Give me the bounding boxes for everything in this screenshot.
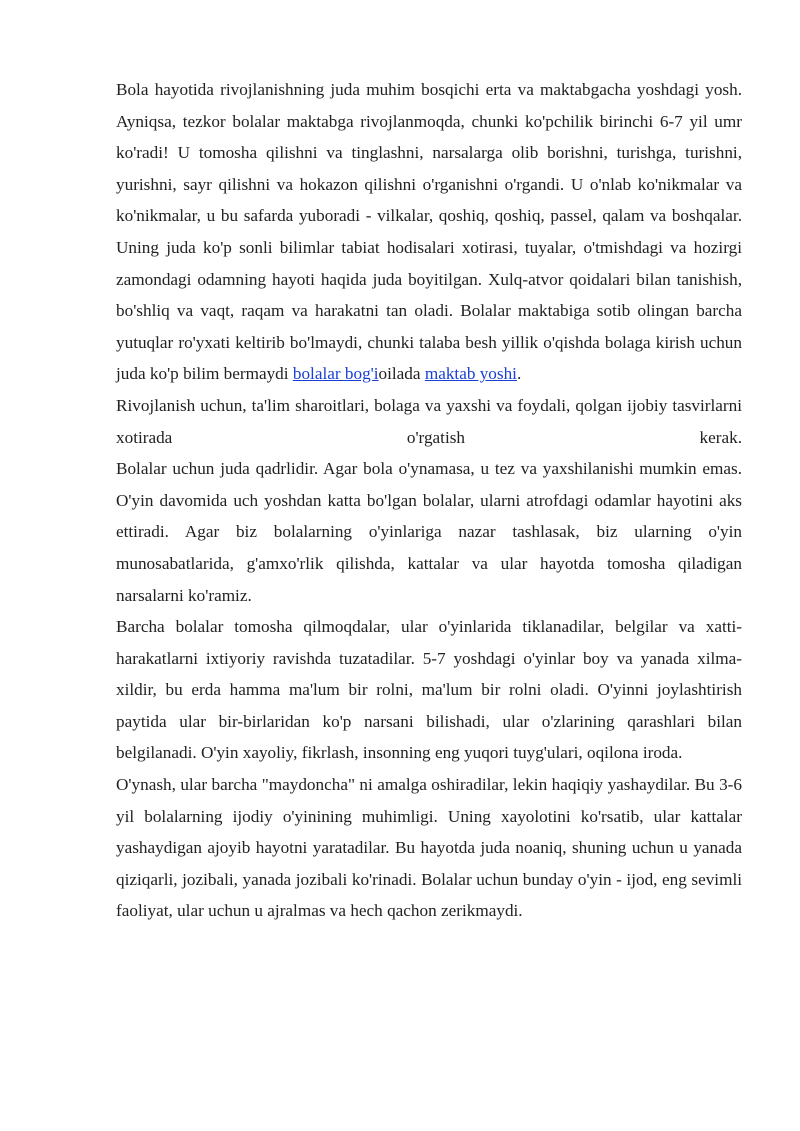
- paragraph-1: [116, 74, 742, 390]
- paragraph-4: Barcha bolalar tomosha qilmoqdalar, ular o'yinlarida tiklanadilar, belgilar va xatti-harakatlarni ixtiyoriy ravishda tuzatadilar. 5-7 yoshdagi o'yinlar boy va yanada xilma-xildir, bu erda hamma ma'lum bir rolni, ma'lum bir rolni oladi. O'yinni joylashtirish paytida ular bir-birlaridan ko'p narsani bilishadi, ular o'zlarining qarashlari bilan belgilanadi. O'yin xayoliy, fikrlash, insonning eng yuqori tuyg'ulari, oqilona iroda.: [116, 617, 742, 763]
- paragraph-3: Bolalar uchun juda qadrlidir. Agar bola o'ynamasa, u tez va yaxshilanishi mumkin emas. O'yin davomida uch yoshdan katta bo'lgan bolalar, ularni atrofdagi odamlar hayotini aks ettiradi. Agar biz bolalarning o'yinlariga nazar tashlasak, biz ularning o'yin munosabatlarida, g'amxo'rlik qilishda, kattalar va ular hayotda tomosha qiladigan narsalarni ko'ramiz.: [116, 459, 742, 605]
- link-maktab-yoshi[interactable]: maktab yoshi: [424, 364, 517, 384]
- paragraph-2: Rivojlanish uchun, ta'lim sharoitlari, bolaga va yaxshi va foydali, qolgan ijobiy tasvirlarni xotirada o'rgatish kerak.: [116, 395, 742, 447]
- paragraph-1-text: Bola hayotida rivojlanishning juda muhim bosqichi erta va maktabgacha yoshdagi yosh. Ayniqsa, tezkor bolalar maktabga rivojlanmoqda, chunki ko'pchilik birinchi 6-7 yil umr ko'radi! U tomosha qilishni va tinglashni, narsalarga olib borishni, turishga, turishni, yurishni, sayr qilishni va hokazon qilishni o'rganishni o'rgandi. U o'nlab ko'nikmalar va ko'nikmalar, u bu safarda yuboradi - vilkalar, qoshiq, qoshiq, passel, qalam va boshqalar. Uning juda ko'p sonli bilimlar tabiat hodisalari xotirasi, tuyalar, o'tmishdagi va hozirgi zamondagi odamning hayoti haqida juda boyitilgan. Xulq-atvor qoidalari bilan tanishish, bo'shliq va vaqt, raqam va harakatni tan oladi. Bolalar maktabiga sotib olingan barcha yutuqlar ro'yxati keltirib bo'lmaydi, chunki talaba besh yillik o'qishda bolaga kirish uchun juda ko'p bilim bermaydi: [116, 80, 742, 384]
- document-page: [116, 74, 742, 927]
- paragraph-1-text-middle: oilada: [378, 364, 425, 384]
- link-bolalar-bogi[interactable]: bolalar bog'i: [292, 364, 379, 384]
- paragraph-5: O'ynash, ular barcha "maydoncha" ni amalga oshiradilar, lekin haqiqiy yashaydilar. Bu 3-6 yil bolalarning ijodiy o'yinining muhimligi. Uning xayolotini ko'rsatib, ular kattalar yashaydigan ajoyib hayotni yaratadilar. Bu hayotda juda noaniq, shuning uchun u yanada qiziqarli, jozibali, yanada jozibali ko'rinadi. Bolalar uchun bunday o'yin - ijod, eng sevimli faoliyat, ular uchun u ajralmas va hech qachon zerikmaydi.: [116, 775, 742, 921]
- paragraph-1-text-end: .: [516, 364, 522, 384]
